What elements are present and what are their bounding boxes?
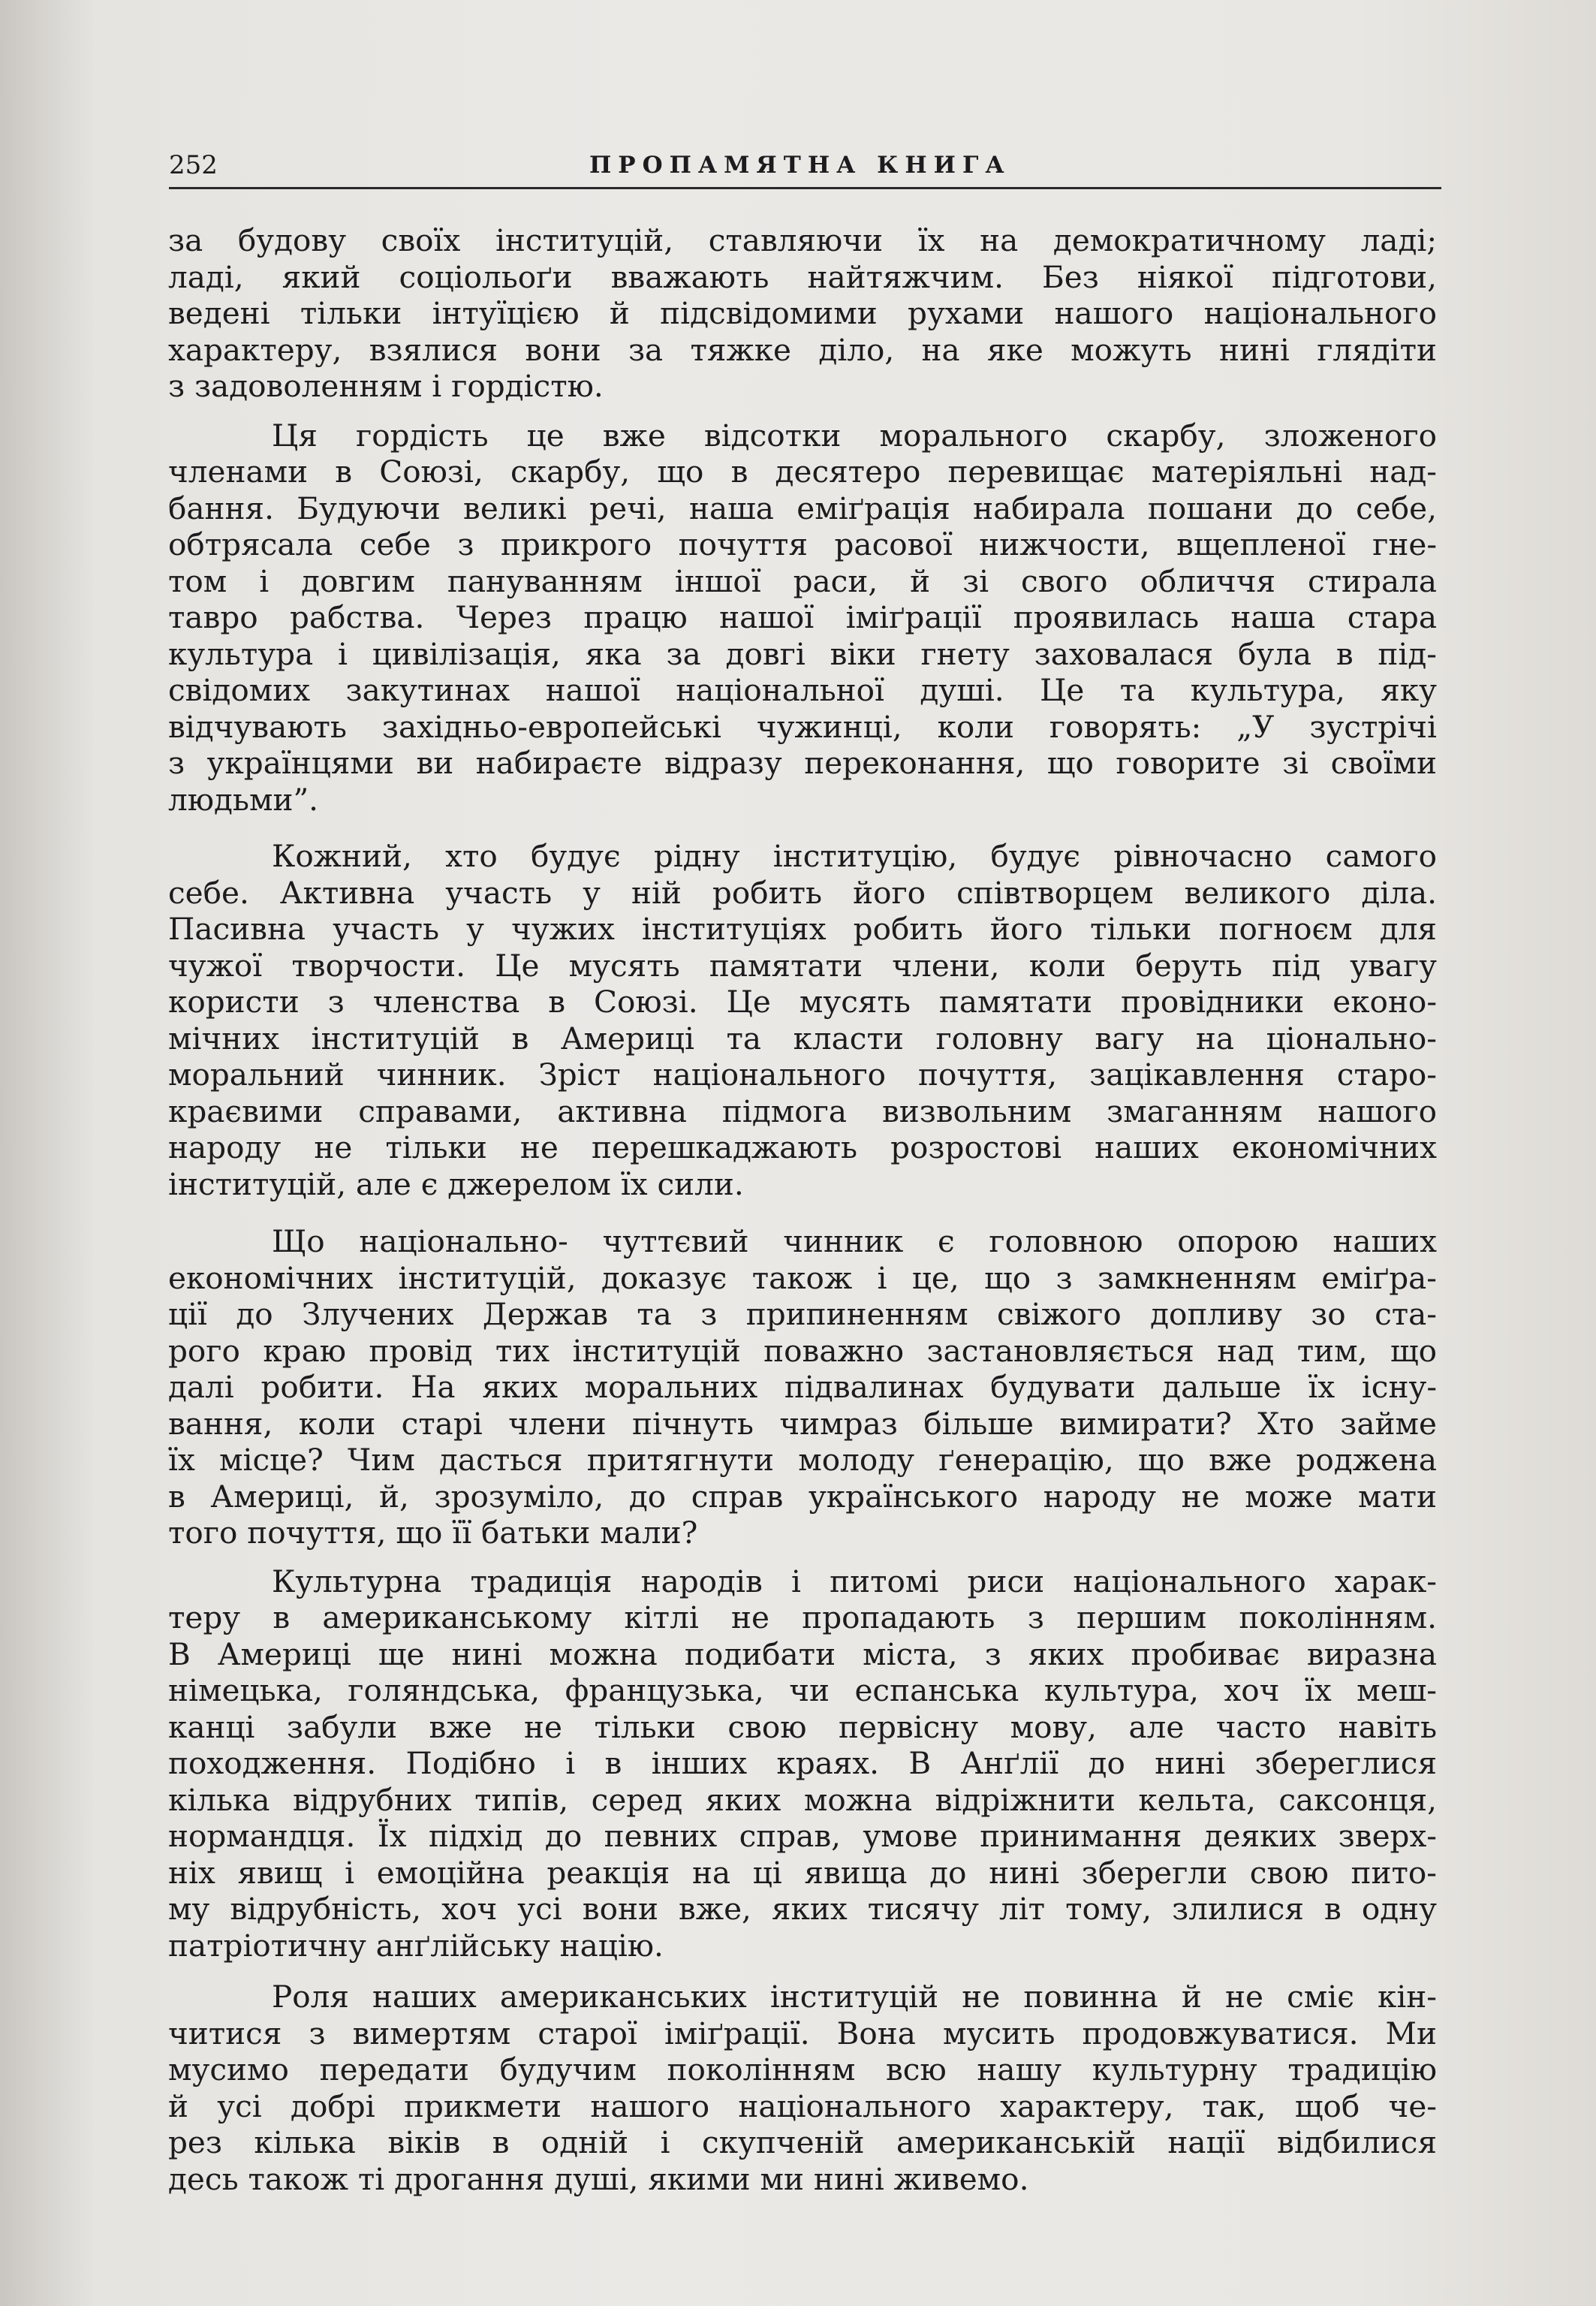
text-line: економічних інституцій, доказує також і це, що з замкненням еміґра- <box>168 1259 1437 1296</box>
text-line: себе. Активна участь у ній робить його співтворцем великого діла. <box>168 874 1437 911</box>
text-line: обтрясала себе з прикрого почуття расової нижчости, вщепленої гне- <box>168 526 1437 562</box>
text-line: краєвими справами, активна підмога визвольним змаганням нашого <box>168 1093 1437 1129</box>
text-line: бання. Будуючи великі речі, наша еміґрація набирала пошани до себе, <box>168 490 1437 526</box>
text-line: того почуття, що її батьки мали? <box>168 1515 698 1551</box>
text-line: мусимо передати будучим поколінням всю нашу культурну традицію <box>168 2051 1437 2087</box>
page-header <box>169 147 1438 185</box>
text-line: читися з вимертям старої іміґрації. Вона мусить продовжуватися. Ми <box>168 2015 1437 2051</box>
text-line: Ця гордість це вже відсотки морального скарбу, зложеного <box>272 417 1437 454</box>
header-rule <box>169 187 1441 189</box>
text-line: ції до Злучених Держав та з припиненням свіжого допливу зо ста- <box>168 1296 1437 1332</box>
text-line: патріотичну анґлійську націю. <box>168 1927 664 1964</box>
text-line: Роля наших американських інституцій не повинна й не сміє кін- <box>272 1979 1437 2015</box>
text-line: рез кілька віків в одній і скупченій американській нації відбилися <box>168 2124 1437 2160</box>
text-line: ладі, який соціольоґи вважають найтяжчим. Без ніякої підготови, <box>168 258 1437 295</box>
text-line: характеру, взялися вони за тяжке діло, на яке можуть нині глядіти <box>168 331 1437 368</box>
text-line: в Америці, й, зрозуміло, до справ українського народу не може мати <box>168 1478 1437 1515</box>
text-line: ведені тільки інтуїцією й підсвідомими рухами нашого національного <box>168 295 1437 331</box>
text-line: нормандця. Їх підхід до певних справ, умове принимання деяких зверх- <box>168 1818 1437 1854</box>
text-line: їх місце? Чим дасться притягнути молоду ґенерацію, що вже роджена <box>168 1442 1437 1478</box>
text-line: відчувають західньо-европейські чужинці, коли говорять: „У зустрічі <box>168 708 1437 745</box>
text-line: десь також ті дрогання душі, якими ми нині живемо. <box>168 2160 1029 2197</box>
text-line: Пасивна участь у чужих інституціях робить його тільки погноєм для <box>168 911 1437 947</box>
text-line: й усі добрі прикмети нашого національного характеру, так, щоб че- <box>168 2087 1437 2124</box>
text-line: членами в Союзі, скарбу, що в десятеро перевищає матеріяльні над- <box>168 454 1437 490</box>
text-line: чужої творчости. Це мусять памятати члени, коли беруть під увагу <box>168 947 1437 984</box>
text-line: людьми”. <box>168 781 319 818</box>
paragraph-3 <box>168 838 1437 1202</box>
text-line: користи з членства в Союзі. Це мусять памятати провідники еконо- <box>168 984 1437 1020</box>
text-line: тавро рабства. Через працю нашої іміґрації проявилась наша стара <box>168 599 1437 635</box>
text-line: му відрубність, хоч усі вони вже, яких тисячу літ тому, злилися в одну <box>168 1891 1437 1927</box>
text-line: Культурна традиція народів і питомі риси національного харак- <box>272 1563 1437 1599</box>
text-line: з задоволенням і гордістю. <box>168 368 604 404</box>
text-line: канці забули вже не тільки свою первісну мову, але часто навіть <box>168 1708 1437 1745</box>
page-number: 252 <box>169 150 218 180</box>
text-line: свідомих закутинах нашої національної душі. Це та культура, яку <box>168 672 1437 708</box>
text-line: рого краю провід тих інституцій поважно застановляється над тим, що <box>168 1332 1437 1369</box>
text-line: кілька відрубних типів, серед яких можна відріжнити кельта, саксонця, <box>168 1781 1437 1818</box>
text-line: за будову своїх інституцій, ставляючи їх на демократичному ладі; <box>168 222 1437 258</box>
text-line: Кожний, хто будує рідну інституцію, будує рівночасно самого <box>272 838 1437 874</box>
text-line: культура і цивілізація, яка за довгі віки гнету заховалася була в під- <box>168 635 1437 672</box>
text-line: моральний чинник. Зріст національного почуття, зацікавлення старо- <box>168 1057 1437 1093</box>
text-line: Що національно- чуттєвий чинник є головною опорою наших <box>272 1223 1437 1259</box>
paragraph-5 <box>168 1563 1437 1964</box>
text-line: інституцій, але є джерелом їх сили. <box>168 1165 744 1202</box>
text-line: ніх явищ і емоційна реакція на ці явища до нині зберегли свою пито- <box>168 1854 1437 1891</box>
text-line: В Америці ще нині можна подибати міста, з яких пробиває виразна <box>168 1635 1437 1672</box>
text-line: народу не тільки не перешкаджають розростові наших економічних <box>168 1129 1437 1165</box>
text-line: теру в американському кітлі не пропадають з першим поколінням. <box>168 1599 1437 1635</box>
text-line: том і довгим пануванням іншої раси, й зі свого обличчя стирала <box>168 562 1437 599</box>
text-line: походження. Подібно і в інших краях. В Анґлії до нині збереглися <box>168 1745 1437 1781</box>
text-line: вання, коли старі члени пічнуть чимраз більше вимирати? Хто займе <box>168 1405 1437 1442</box>
text-line: німецька, голяндська, французька, чи еспанська культура, хоч їх меш- <box>168 1672 1437 1708</box>
paragraph-1 <box>168 222 1437 405</box>
running-title: ПРОПАМЯТНА КНИГА <box>589 152 1011 179</box>
text-line: далі робити. На яких моральних підвалинах будувати дальше їх існу- <box>168 1369 1437 1405</box>
paragraph-6 <box>168 1979 1437 2197</box>
text-line: з українцями ви набираєте відразу переконання, що говорите зі своїми <box>168 745 1437 781</box>
paragraph-4 <box>168 1223 1437 1551</box>
text-line: мічних інституцій в Америці та класти головну вагу на ціонально- <box>168 1020 1437 1057</box>
paragraph-2 <box>168 417 1437 818</box>
body-text <box>168 222 1437 2197</box>
